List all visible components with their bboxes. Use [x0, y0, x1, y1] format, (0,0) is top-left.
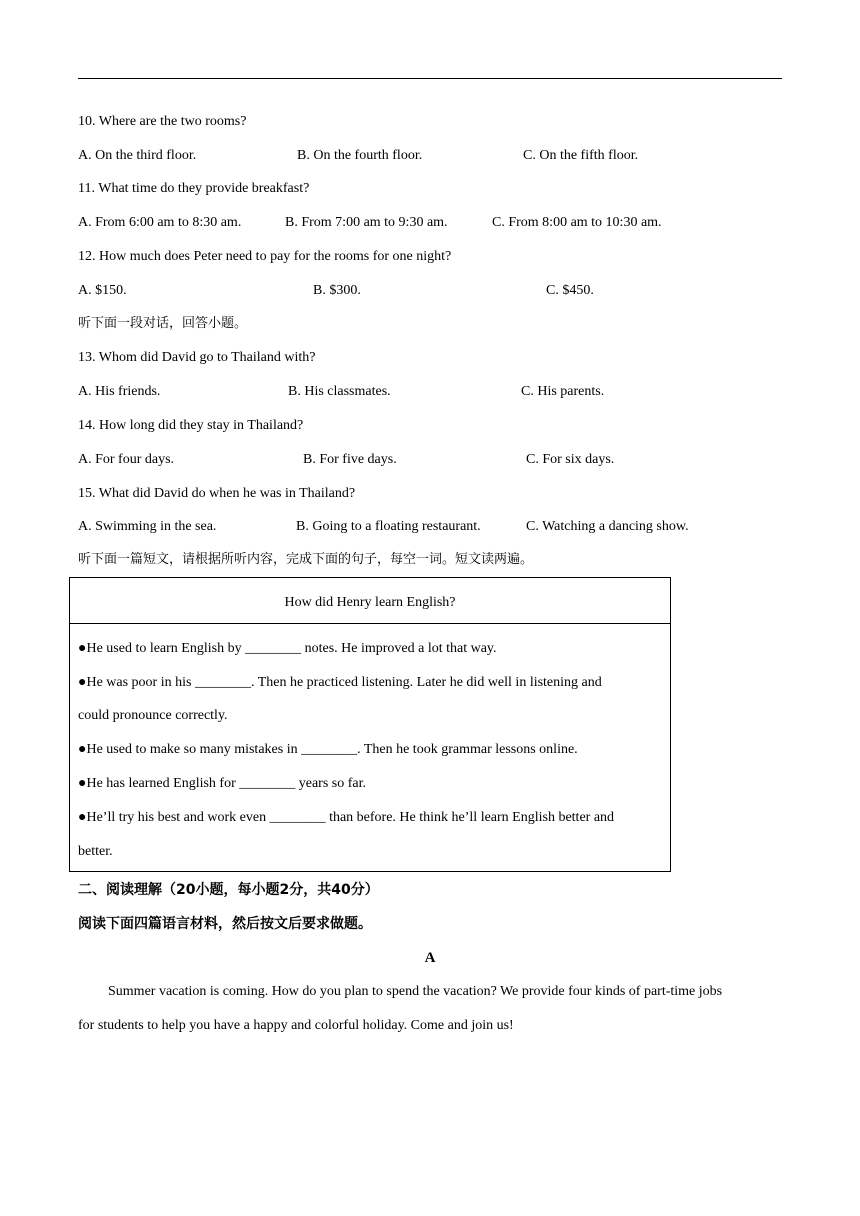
note-line-2-cont: could pronounce correctly. [78, 708, 228, 723]
q15-option-c: C. Watching a dancing show. [526, 519, 689, 534]
passage-label: A [424, 950, 436, 966]
q12-option-b: B. $300. [313, 283, 361, 298]
q13-option-b: B. His classmates. [288, 384, 391, 399]
header-rule [78, 78, 782, 79]
instruction-dialogue: 听下面一段对话，回答小题。 [78, 316, 248, 331]
section-heading: 二、阅读理解（20小题，每小题2分，共40分） [78, 882, 379, 898]
q14-option-b: B. For five days. [303, 452, 397, 467]
note-box-title: How did Henry learn English? [284, 595, 456, 610]
q11-option-a: A. From 6:00 am to 8:30 am. [78, 215, 242, 230]
note-line-2: ●He was poor in his ________. Then he practiced listening. Later he did well in listening and [78, 675, 602, 690]
question-11: 11. What time do they provide breakfast? [78, 181, 310, 196]
section-instruction: 阅读下面四篇语言材料，然后按文后要求做题。 [78, 916, 372, 932]
q12-option-a: A. $150. [78, 283, 127, 298]
q14-option-c: C. For six days. [526, 452, 615, 467]
question-12: 12. How much does Peter need to pay for the rooms for one night? [78, 249, 452, 264]
note-line-3: ●He used to make so many mistakes in ________. Then he took grammar lessons online. [78, 742, 578, 757]
q15-option-b: B. Going to a floating restaurant. [296, 519, 481, 534]
question-14: 14. How long did they stay in Thailand? [78, 418, 304, 433]
note-box [69, 577, 671, 872]
question-15: 15. What did David do when he was in Thailand? [78, 486, 356, 501]
note-line-1: ●He used to learn English by ________ notes. He improved a lot that way. [78, 641, 497, 656]
q11-option-b: B. From 7:00 am to 9:30 am. [285, 215, 448, 230]
note-line-5-cont: better. [78, 844, 113, 859]
q15-option-a: A. Swimming in the sea. [78, 519, 217, 534]
paragraph-line-2: for students to help you have a happy and colorful holiday. Come and join us! [78, 1018, 514, 1033]
q10-option-b: B. On the fourth floor. [297, 148, 423, 163]
q10-option-a: A. On the third floor. [78, 148, 197, 163]
q14-option-a: A. For four days. [78, 452, 175, 467]
note-box-header [70, 578, 670, 624]
question-13: 13. Whom did David go to Thailand with? [78, 350, 316, 365]
question-10: 10. Where are the two rooms? [78, 114, 247, 129]
q13-option-a: A. His friends. [78, 384, 161, 399]
note-line-4: ●He has learned English for ________ years so far. [78, 776, 366, 791]
note-line-5: ●He’ll try his best and work even ________ than before. He think he’ll learn English better and [78, 810, 615, 825]
q12-option-c: C. $450. [546, 283, 594, 298]
paragraph-line-1: Summer vacation is coming. How do you plan to spend the vacation? We provide four kinds of part-time jobs [108, 984, 723, 999]
q10-option-c: C. On the fifth floor. [523, 148, 639, 163]
q13-option-c: C. His parents. [521, 384, 605, 399]
q11-option-c: C. From 8:00 am to 10:30 am. [492, 215, 662, 230]
instruction-passage: 听下面一篇短文，请根据所听内容，完成下面的句子，每空一词。短文读两遍。 [78, 552, 534, 567]
